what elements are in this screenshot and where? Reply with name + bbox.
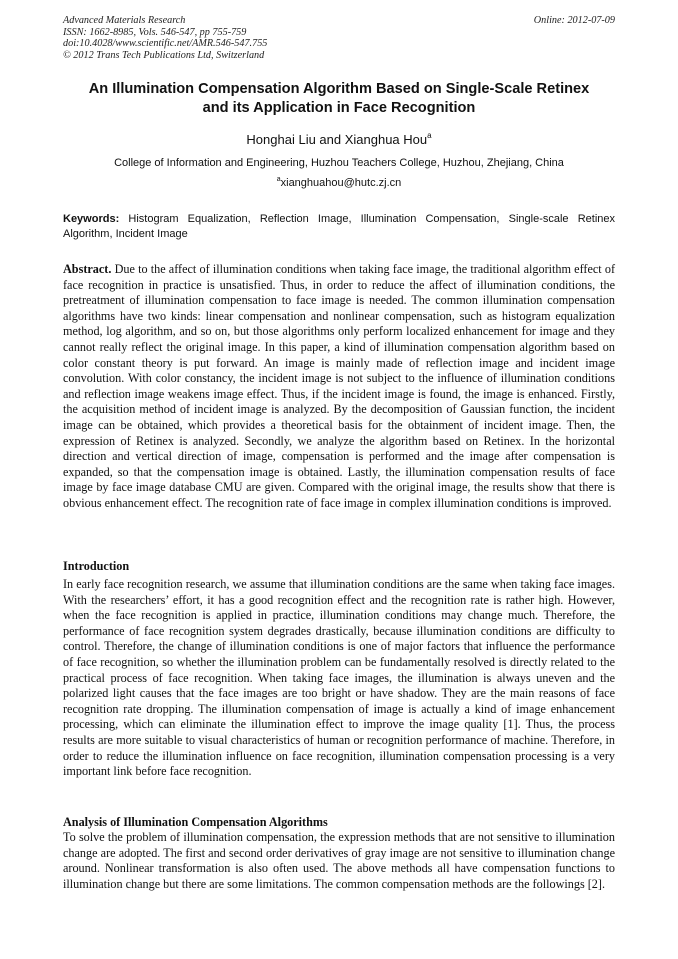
keywords-label: Keywords: — [63, 213, 120, 225]
analysis-paragraph: To solve the problem of illumination compensation, the expression methods that are not sensitive to illumination change are adopted. The first and second order derivatives of gray image are not sensitive to illumination change around. Nonlinear transformation is also often used. The above methods all have compensation functions to illumination change but there are some limitations. The common compensation methods are the followings [2]. — [63, 830, 615, 891]
paper-title — [30, 80, 648, 118]
introduction-paragraph: In early face recognition research, we assume that illumination conditions are the same when taking face images. With the researchers’ effort, it has a good recognition effect and the recognition rate is rather high. However, when the face recognition is applied in practice, illumination conditions may change much. Therefore, the performance of face recognition system degrades drastically, because illumination conditions are difficulty to control. Therefore, the change of illumination conditions is one of major factors that influence the performance of face recognition, so whether the illumination problem can be fundamentally resolved is directly related to the practical process of face recognition. When taking face images, the illumination is always uneven and the polarized light causes that the face images are too bright or have shadow. They are the main reasons of face recognition rate dropping. The illumination compensation of image is actually a kind of image enhancement processing, which can eliminate the illumination effect to improve the image quality [1]. Thus, the process results are more suitable to visual characteristics of human or recognition performance of machine. Therefore, in order to reduce the illumination influence on face recognition, illumination compensation processing is a very important link before face recognition. — [63, 577, 615, 779]
copyright-line: © 2012 Trans Tech Publications Ltd, Switzerland — [63, 49, 265, 61]
authors-line — [0, 131, 678, 147]
doi-line: doi:10.4028/www.scientific.net/AMR.546-547.755 — [63, 38, 268, 50]
abstract-label: Abstract. — [63, 262, 112, 276]
keywords-block — [63, 212, 615, 242]
journal-name: Advanced Materials Research — [63, 15, 186, 26]
abstract-text: Due to the affect of illumination conditions when taking face image, the traditional algorithm effect of face recognition in practice is unsatisfied. Thus, in order to reduce the affect of illumination conditions, the pretreatment of illumination compensation to face image is needed. The common illumination compensation algorithms have two kinds: linear compensation and nonlinear compensation, such as histogram equalization method, log algorithm, and so on, but those algorithms only perform localized enhancement for image and they cannot really reflect the original image. In this paper, a kind of illumination compensation algorithm based on color constant theory is put forward. An image is mainly made of reflection image and incident image convolution. With color constancy, the incident image is not subject to the influence of illumination conditions and reflection image weakens image effect. Thus, if the incident image is found, the image is enhanced. Firstly, the acquisition method of incident image is analyzed. By the decomposition of Gaussian function, the incident image can be obtained, which provides a theoretical basis for the obtainment of incident image. Then, the expression of Retinex is analyzed. Secondly, we analyze the algorithm based on Retinex. In the horizontal direction and vertical direction of image, compensation is performed and the image after compensation is expanded, so that the compensation image is obtained. Lastly, the illumination compensation results of face image by face image database CMU are given. Compared with the original image, the results show that there is obvious enhancement effect. The recognition rate of face image in complex illumination conditions is improved. — [63, 262, 616, 510]
title-line-2: and its Application in Face Recognition — [202, 100, 476, 116]
online-date: Online: 2012-07-09 — [533, 15, 615, 26]
section-heading-analysis: Analysis of Illumination Compensation Algorithms — [63, 815, 328, 829]
affiliation: College of Information and Engineering, Huzhou Teachers College, Huzhou, Zhejiang, China — [114, 157, 564, 169]
email-line — [0, 176, 678, 189]
issn-line: ISSN: 1662-8985, Vols. 546-547, pp 755-759 — [63, 26, 247, 38]
email: xianghuahou@hutc.zj.cn — [280, 177, 402, 189]
author-superscript: a — [427, 131, 432, 140]
keywords-text: Histogram Equalization, Reflection Image, Illumination Compensation, Single-scale Retinex Algorithm, Incident Image — [63, 213, 615, 240]
title-line-1: An Illumination Compensation Algorithm Based on Single-Scale Retinex — [88, 81, 590, 97]
abstract-paragraph — [63, 262, 615, 512]
journal-header — [63, 15, 615, 61]
email-superscript: a — [276, 176, 281, 183]
section-heading-introduction: Introduction — [63, 559, 130, 573]
authors: Honghai Liu and Xianghua Hou — [246, 132, 428, 147]
